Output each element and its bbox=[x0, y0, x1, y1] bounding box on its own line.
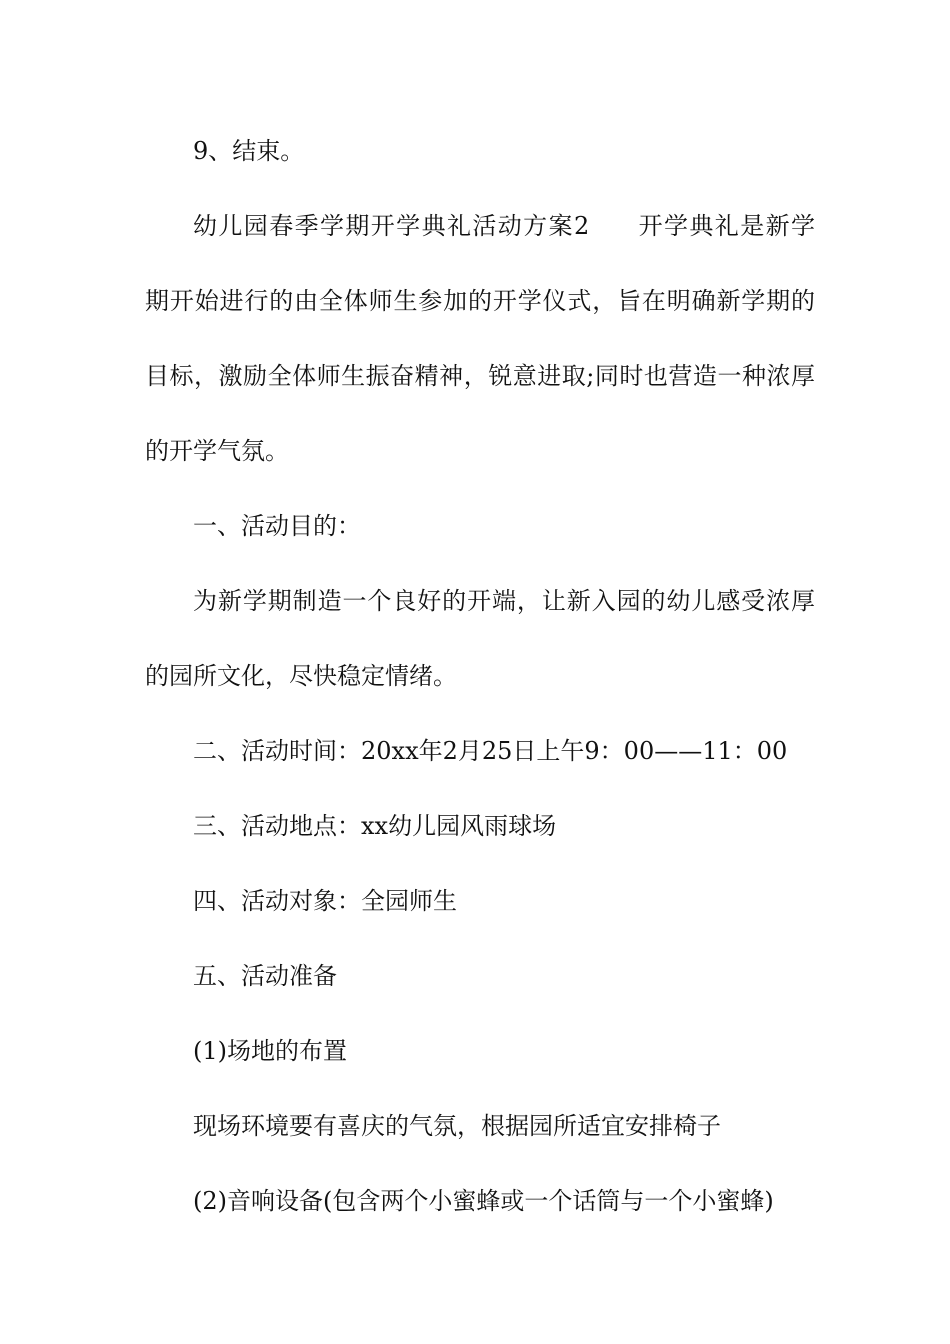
section-heading-time: 二、活动时间：20xx年2月25日上午9：00——11：00 bbox=[193, 737, 788, 765]
section-heading-purpose: 一、活动目的： bbox=[193, 512, 361, 540]
section-heading-audience: 四、活动对象：全园师生 bbox=[193, 887, 457, 915]
text-line-plan-title bbox=[193, 211, 815, 241]
intro-start: 开学典礼是新学 bbox=[637, 212, 815, 240]
text-line-ending: 9、结束。 bbox=[193, 137, 305, 165]
text-line-purpose-1: 为新学期制造一个良好的开端，让新入园的幼儿感受浓厚 bbox=[193, 587, 815, 615]
text-line-venue-setup: 现场环境要有喜庆的气氛，根据园所适宜安排椅子 bbox=[193, 1112, 721, 1140]
text-line-intro-4: 的开学气氛。 bbox=[145, 437, 289, 465]
text-line-intro-2: 期开始进行的由全体师生参加的开学仪式，旨在明确新学期的 bbox=[145, 287, 815, 315]
text-line-intro-3: 目标，激励全体师生振奋精神，锐意进取;同时也营造一种浓厚 bbox=[145, 362, 815, 390]
subheading-venue-setup: (1)场地的布置 bbox=[193, 1037, 347, 1065]
section-heading-location: 三、活动地点：xx幼儿园风雨球场 bbox=[193, 812, 557, 840]
subheading-audio-equipment: (2)音响设备(包含两个小蜜蜂或一个话筒与一个小蜜蜂) bbox=[193, 1187, 774, 1215]
text-line-purpose-2: 的园所文化，尽快稳定情绪。 bbox=[145, 662, 457, 690]
plan-title: 幼儿园春季学期开学典礼活动方案2 bbox=[193, 212, 590, 240]
section-heading-preparation: 五、活动准备 bbox=[193, 962, 337, 990]
